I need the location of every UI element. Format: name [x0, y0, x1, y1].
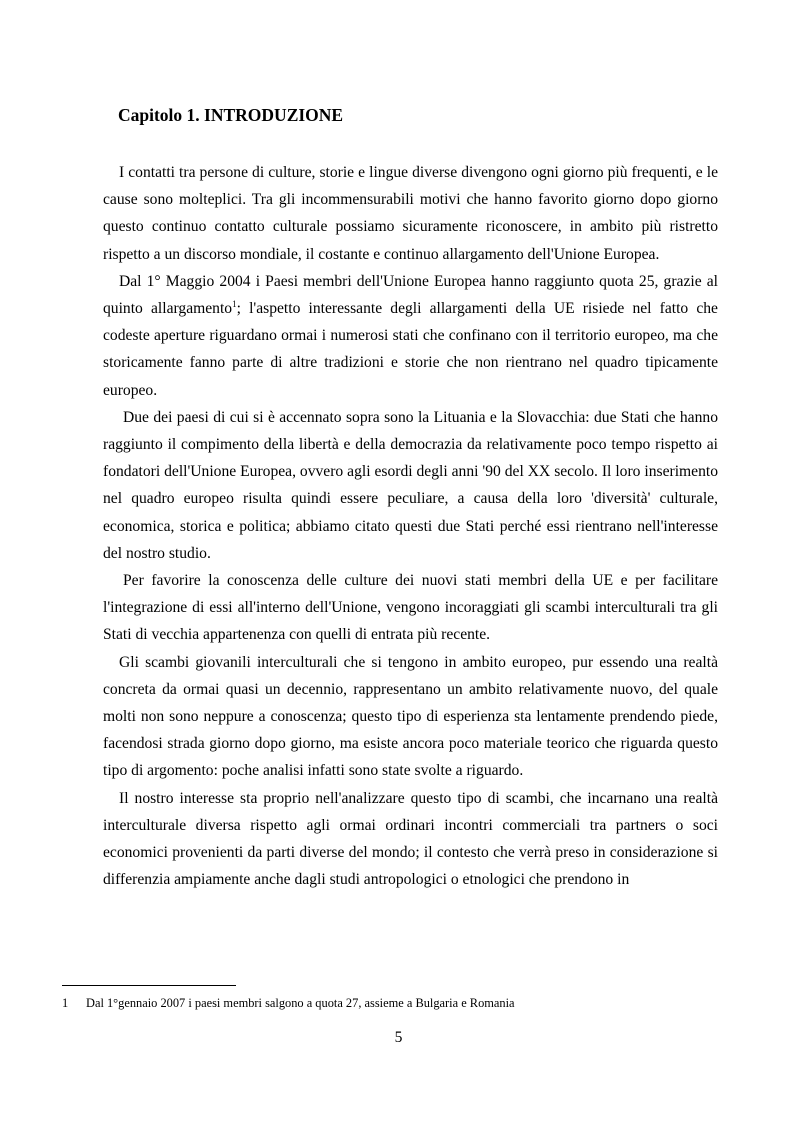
footnote-text: Dal 1°gennaio 2007 i paesi membri salgono a quota 27, assieme a Bulgaria e Romania — [86, 996, 515, 1010]
paragraph-2 — [103, 268, 718, 404]
footnote-number: 1 — [62, 996, 69, 1010]
footnote — [62, 995, 515, 1011]
paragraph-2-text-b: ; l'aspetto interessante degli allargamenti della UE risiede nel fatto che codeste aperture riguardano ormai i numerosi stati che confinano con il territorio europeo, ma che storicamente fanno parte di altre tradizioni e storie che non rientrano nel quadro tipicamente europeo. — [103, 300, 718, 399]
page-number: 5 — [394, 1029, 403, 1046]
paragraph-6: Il nostro interesse sta proprio nell'analizzare questo tipo di scambi, che incarnano una realtà interculturale diversa rispetto agli ormai ordinari incontri commerciali tra partners o soci economici provenienti da parti diverse del mondo; il contesto che verrà preso in considerazione si differenzia ampiamente anche dagli studi antropologici o etnologici che prendono in — [103, 789, 718, 889]
paragraph-1: I contatti tra persone di culture, storie e lingue diverse divengono ogni giorno più frequenti, e le cause sono molteplici. Tra gli incommensurabili motivi che hanno favorito giorno dopo giorno questo continuo contatto culturale possiamo sicuramente riconoscere, in ambito più ristretto rispetto a un discorso mondiale, il costante e continuo allargamento dell'Unione Europea. — [103, 164, 718, 263]
footnote-reference: 1 — [232, 298, 237, 309]
footnote-divider — [62, 985, 236, 986]
paragraph-4: Per favorire la conoscenza delle culture dei nuovi stati membri della UE e per facilitare l'integrazione di essi all'interno dell'Unione, vengono incoraggiati gli scambi interculturali tra gli Stati di vecchia appartenenza con quelli di entrata più recente. — [103, 572, 718, 644]
body-text — [103, 159, 718, 893]
paragraph-2-text-a: Dal 1° Maggio 2004 i Paesi membri dell'Unione Europea hanno raggiunto quota 25, grazie al quinto allargamento — [103, 272, 718, 318]
paragraph-3: Due dei paesi di cui si è accennato sopra sono la Lituania e la Slovacchia: due Stati che hanno raggiunto il compimento della libertà e della democrazia da relativamente poco tempo rispetto ai fondatori dell'Unione Europea, ovvero agli esordi degli anni '90 del XX secolo. Il loro inserimento nel quadro europeo risulta quindi essere peculiare, a causa della loro 'diversità' culturale, economica, storica e politica; abbiamo citato questi due Stati perché essi rientrano nell'interesse del nostro studio. — [103, 408, 718, 562]
paragraph-5: Gli scambi giovanili interculturali che si tengono in ambito europeo, pur essendo una realtà concreta da ormai quasi un decennio, rappresentano un ambito relativamente nuovo, del quale molti non sono neppure a conoscenza; questo tipo di esperienza sta lentamente prendendo piede, facendosi strada giorno dopo giorno, ma esiste ancora poco materiale teorico che riguarda questo tipo di argomento: poche analisi infatti sono state svolte a riguardo. — [103, 653, 718, 780]
chapter-title: Capitolo 1. INTRODUZIONE — [118, 105, 344, 125]
